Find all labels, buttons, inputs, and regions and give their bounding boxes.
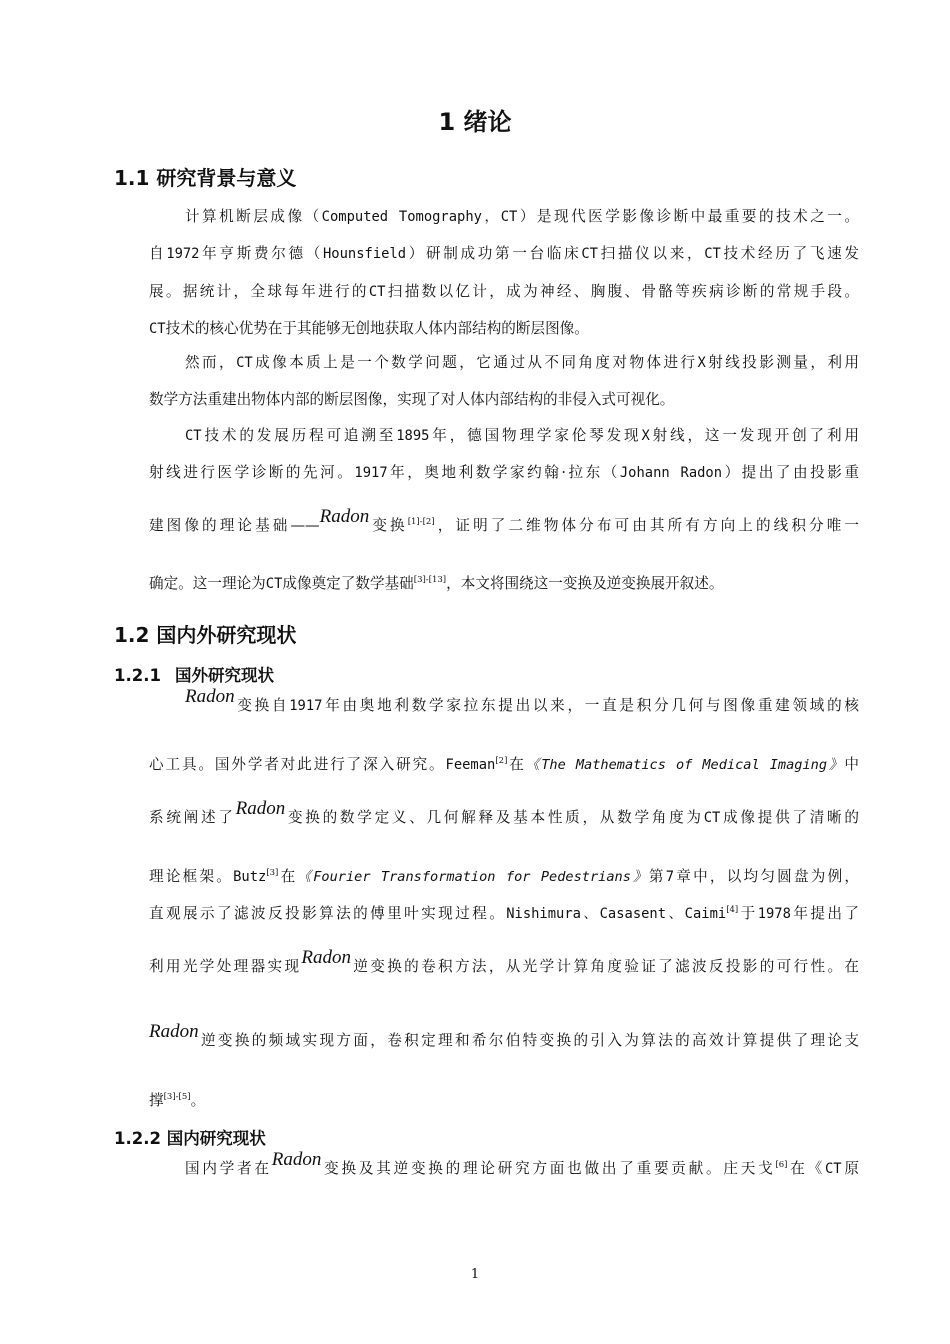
subsection-heading-1-2-2: 1.2.2 国内研究现状 xyxy=(114,1129,266,1148)
book-title: 《The Mathematics of Medical Imaging》 xyxy=(525,757,845,773)
paragraph-line: 理论框架。Butz[3]在《Fourier Transformation for Pedestrians》第7章中，以均匀圆盘为例， xyxy=(149,868,859,885)
paragraph-line: 计算机断层成像（Computed Tomography，CT）是现代医学影像诊断中最重要的技术之一。 xyxy=(185,208,859,225)
book-title: 《Fourier Transformation for Pedestrians》 xyxy=(297,869,649,885)
subsection-heading-1-2-1: 1.2.1 国外研究现状 xyxy=(114,666,274,685)
paragraph-line: 系统阐述了Radon变换的数学定义、几何解释及基本性质，从数学角度为CT成像提供了清晰的 xyxy=(149,798,859,826)
citation: [6] xyxy=(775,1160,788,1170)
citation: [3]-[13] xyxy=(413,575,447,585)
radon-formula: Radon xyxy=(301,947,352,968)
radon-formula: Radon xyxy=(319,506,370,527)
paragraph-line: CT技术的发展历程可追溯至1895年，德国物理学家伦琴发现X射线，这一发现开创了利用 xyxy=(185,427,859,444)
paragraph-line: 直观展示了滤波反投影算法的傅里叶实现过程。Nishimura、Casasent、Caimi[4]于1978年提出了 xyxy=(149,905,859,922)
paragraph-line: 心工具。国外学者对此进行了深入研究。Feeman[2]在《The Mathematics of Medical Imaging》中 xyxy=(149,756,859,773)
citation: [2] xyxy=(495,756,508,766)
citation: [3] xyxy=(266,868,279,878)
paragraph-line: 展。据统计，全球每年进行的CT扫描数以亿计，成为神经、胸腹、骨骼等疾病诊断的常规手段。 xyxy=(149,283,859,300)
section-heading-1-2: 1.2 国内外研究现状 xyxy=(114,623,297,647)
chapter-title: 1 绪论 xyxy=(438,108,512,136)
paragraph-line: 利用光学处理器实现Radon逆变换的卷积方法，从光学计算角度验证了滤波反投影的可行性。在 xyxy=(149,947,859,975)
paragraph-line: 数学方法重建出物体内部的断层图像，实现了对人体内部结构的非侵入式可视化。 xyxy=(149,391,675,408)
radon-formula: Radon xyxy=(185,686,235,707)
radon-formula: Radon xyxy=(149,1021,199,1042)
radon-formula: Radon xyxy=(235,798,286,819)
paragraph-line: 建图像的理论基础——Radon变换[1]-[2]，证明了二维物体分布可由其所有方向上的线积分唯一 xyxy=(149,506,859,534)
paragraph-line: Radon逆变换的频域实现方面，卷积定理和希尔伯特变换的引入为算法的高效计算提供了理论支 xyxy=(149,1021,859,1049)
paragraph-line: 确定。这一理论为CT成像奠定了数学基础[3]-[13]，本文将围绕这一变换及逆变换展开叙述。 xyxy=(149,575,724,592)
paragraph-line: CT技术的核心优势在于其能够无创地获取人体内部结构的断层图像。 xyxy=(149,320,589,337)
radon-formula: Radon xyxy=(271,1149,322,1170)
section-heading-1-1: 1.1 研究背景与意义 xyxy=(114,166,297,190)
page-number: 1 xyxy=(470,1267,480,1282)
citation: [4] xyxy=(726,905,739,915)
paragraph-line: 自1972年亨斯费尔德（Hounsfield）研制成功第一台临床CT扫描仪以来，CT技术经历了飞速发 xyxy=(149,245,859,262)
paragraph-line: 然而，CT成像本质上是一个数学问题，它通过从不同角度对物体进行X射线投影测量，利用 xyxy=(185,354,859,371)
paragraph-line: Radon变换自1917年由奥地利数学家拉东提出以来，一直是积分几何与图像重建领域的核 xyxy=(185,686,859,714)
paragraph-line: 射线进行医学诊断的先河。1917年，奥地利数学家约翰·拉东（Johann Radon）提出了由投影重 xyxy=(149,464,859,481)
citation: [3]-[5] xyxy=(163,1092,191,1102)
paragraph-line: 国内学者在Radon变换及其逆变换的理论研究方面也做出了重要贡献。庄天戈[6]在《CT原 xyxy=(185,1149,859,1177)
citation: [1]-[2] xyxy=(407,517,435,527)
paragraph-line: 撑[3]-[5]。 xyxy=(149,1092,206,1109)
